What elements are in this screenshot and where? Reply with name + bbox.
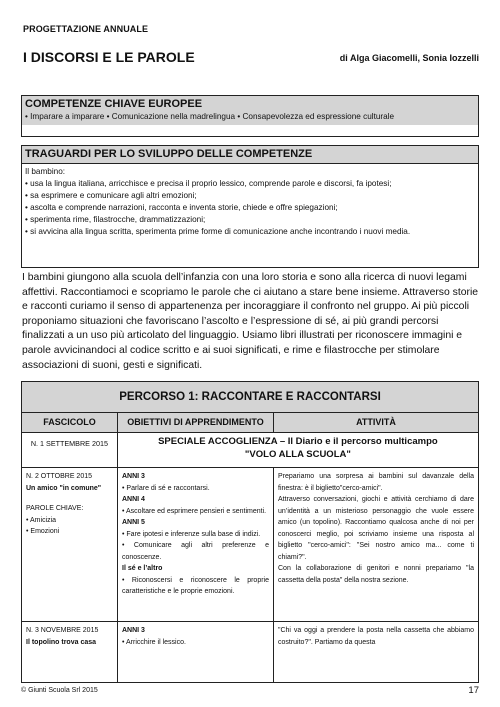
copyright: © Giunti Scuola Srl 2015 xyxy=(21,687,98,694)
competenze-box xyxy=(21,95,479,137)
percorso-title: PERCORSO 1: RACCONTARE E RACCONTARSI xyxy=(22,382,478,413)
traguardi-item: • sperimenta rime, filastrocche, drammatizzazioni; xyxy=(25,215,206,224)
parola-chiave: • Emozioni xyxy=(26,528,60,535)
parola-chiave: • Amicizia xyxy=(26,516,57,524)
obiettivi-cell xyxy=(118,468,274,621)
obiettivo-line: Il sé e l’altro xyxy=(122,565,163,572)
parole-chiave-label: PAROLE CHIAVE: xyxy=(26,505,84,512)
page-title: I DISCORSI E LE PAROLE xyxy=(23,49,195,65)
attivita-paragraph: Prepariamo una sorpresa ai bambini sul davanzale della finestra: è il biglietto"cerco-amici". xyxy=(278,473,474,492)
attivita-cell: "Chi va oggi a prendere la posta nella cassetta che abbiamo costruito?". Partiamo da questa xyxy=(278,627,474,646)
traguardi-intro: Il bambino: xyxy=(25,167,66,176)
attivita-paragraph: Attraverso conversazioni, giochi e attività cerchiamo di dare un’identità a un misterioso personaggio che vuole essere amico (un topolino). Raccontiamo qualcosa anche di noi per conoscerci meglio, poi scriviamo insieme una risposta al biglietto "cerco-amici": "Sei nostro amico ma... come ti chiami?". xyxy=(278,496,474,561)
traguardi-item: • si avvicina alla lingua scritta, sperimenta prime forme di comunicazione anche incontrando i nuovi media. xyxy=(25,227,411,236)
attivita-paragraph: Con la collaborazione di genitori e nonni prepariamo "la cassetta della posta" della nostra sezione. xyxy=(278,565,474,584)
table-row xyxy=(22,468,478,622)
obiettivo-line: • Comunicare agli altri preferenze e conoscenze. xyxy=(122,542,269,561)
column-header-fascicolo: FASCICOLO xyxy=(22,413,118,432)
merged-line: "VOLO ALLA SCUOLA" xyxy=(244,448,351,460)
obiettivo-line: • Parlare di sé e raccontarsi. xyxy=(122,484,210,492)
section-label: PROGETTAZIONE ANNUALE xyxy=(23,24,149,34)
obiettivo-line: ANNI 4 xyxy=(122,496,145,503)
fascicolo-cell: N. 1 SETTEMBRE 2015 xyxy=(22,433,118,467)
intro-paragraph: I bambini giungono alla scuola dell’infanzia con una loro storia e sono alla ricerca di nuovi legami affettivi. Raccontiamoci e scopriamo le parole che ci aiutano a stare bene insieme. Attraverso storie e racconti curiamo il senso di appartenenza per incoraggiare il confronto nel gruppo. Ai più piccoli proponiamo situazioni che favoriscano l’ascolto e l’espressione di sé, ai più grandi percorsi finalizzati a un uso più articolato del linguaggio. Usiamo libri illustrati per riconoscere immagini e parole avvicinandoci al codice scritto e ai suoi significati, e rime e filastrocche per stimolare associazioni di suoni, gesti e significati. xyxy=(22,272,479,371)
obiettivo-line: ANNI 5 xyxy=(122,519,145,526)
table-header-row xyxy=(22,413,478,433)
obiettivo-line: • Arricchire il lessico. xyxy=(122,638,186,646)
competenze-heading: COMPETENZE CHIAVE EUROPEE xyxy=(22,96,478,111)
fascicolo-title: Il topolino trova casa xyxy=(26,638,97,646)
traguardi-item: • sa esprimere e comunicare agli altri emozioni; xyxy=(25,191,197,200)
obiettivo-line: • Riconoscersi e riconoscere le proprie caratteristiche e le proprie emozioni. xyxy=(122,576,269,595)
fascicolo-date: N. 2 OTTOBRE 2015 xyxy=(26,473,93,480)
fascicolo-cell xyxy=(22,468,118,621)
traguardi-item: • ascolta e comprende narrazioni, racconta e inventa storie, chiede e offre spiegazioni; xyxy=(25,203,338,212)
competenze-text: • Imparare a imparare • Comunicazione nella madrelingua • Consapevolezza ed espressione culturale xyxy=(22,111,478,125)
page-number: 17 xyxy=(468,685,479,696)
attivita-cell xyxy=(274,468,478,621)
column-header-obiettivi: OBIETTIVI DI APPRENDIMENTO xyxy=(118,413,274,432)
table-row xyxy=(22,433,478,468)
percorso-table xyxy=(21,381,479,683)
authors: di Alga Giacomelli, Sonia Iozzelli xyxy=(339,53,479,63)
obiettivo-line: ANNI 3 xyxy=(122,627,145,634)
obiettivi-cell xyxy=(118,622,274,682)
traguardi-heading: TRAGUARDI PER LO SVILUPPO DELLE COMPETENZE xyxy=(22,146,478,164)
obiettivo-line: • Ascoltare ed esprimere pensieri e sentimenti. xyxy=(122,507,267,515)
fascicolo-date: N. 3 NOVEMBRE 2015 xyxy=(26,627,99,634)
obiettivo-line: • Fare ipotesi e inferenze sulla base di indizi. xyxy=(122,530,261,538)
traguardi-box xyxy=(21,145,479,268)
fascicolo-cell xyxy=(22,622,118,682)
merged-cell xyxy=(118,433,478,467)
obiettivo-line: ANNI 3 xyxy=(122,473,145,480)
column-header-attivita: ATTIVITÀ xyxy=(356,417,396,427)
traguardi-body xyxy=(22,164,478,240)
table-row xyxy=(22,622,478,682)
merged-line: SPECIALE ACCOGLIENZA – Il Diario e il percorso multicampo xyxy=(158,436,438,447)
fascicolo-title: Un amico "in comune" xyxy=(26,484,102,492)
traguardi-item: • usa la lingua italiana, arricchisce e precisa il proprio lessico, comprende parole e discorsi, fa ipotesi; xyxy=(25,179,392,188)
title-row xyxy=(23,49,479,67)
